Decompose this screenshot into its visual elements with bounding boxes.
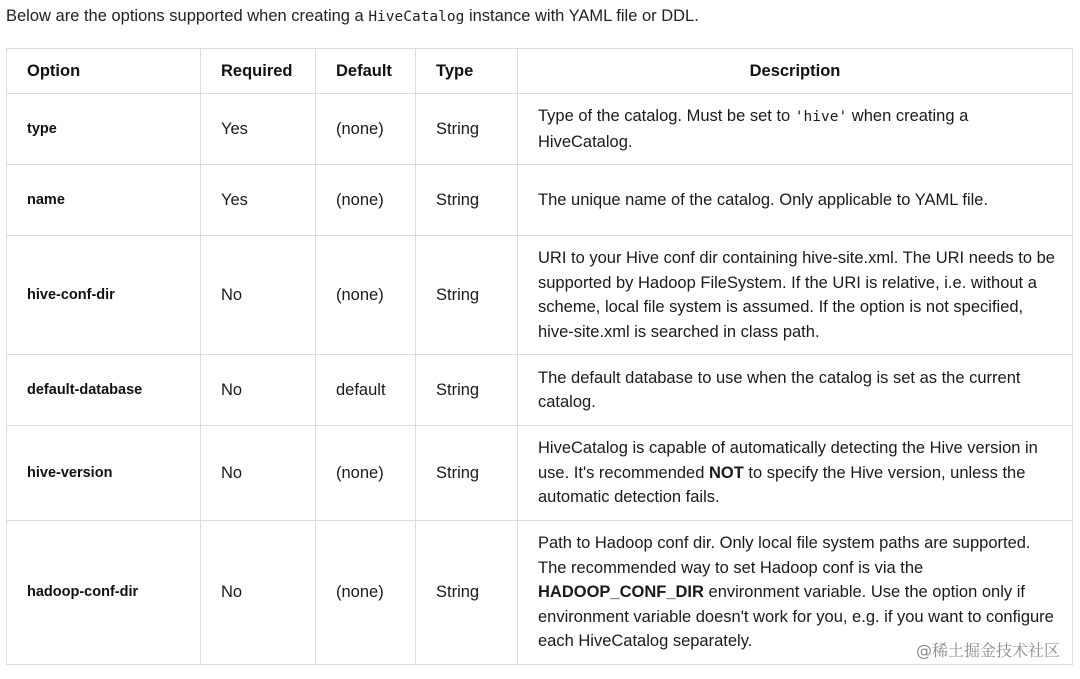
required-cell: No <box>201 355 316 426</box>
default-cell: (none) <box>316 426 416 521</box>
intro-prefix: Below are the options supported when creating a <box>6 7 369 25</box>
option-cell: hadoop-conf-dir <box>7 521 201 665</box>
intro-text <box>6 5 699 28</box>
description-cell: The unique name of the catalog. Only applicable to YAML file. <box>518 165 1073 236</box>
table-header-row <box>7 49 1073 94</box>
required-cell: No <box>201 521 316 665</box>
description-bold: NOT <box>708 463 744 482</box>
description-cell <box>518 94 1073 165</box>
header-option: Option <box>7 49 201 94</box>
description-code: 'hive' <box>794 109 848 125</box>
intro-suffix: instance with YAML file or DDL. <box>464 7 699 25</box>
description-text: when creating a HiveCatalog. <box>538 107 969 151</box>
default-cell: (none) <box>316 165 416 236</box>
table-row <box>7 521 1073 665</box>
required-cell: No <box>201 426 316 521</box>
header-required: Required <box>201 49 316 94</box>
header-type: Type <box>416 49 518 94</box>
option-cell: type <box>7 94 201 165</box>
type-cell: String <box>416 355 518 426</box>
description-text: environment variable. Use the option only if environment variable doesn't work for you, e.g. if you want to configure each HiveCatalog separately. <box>538 583 1054 651</box>
description-text: Path to Hadoop conf dir. Only local file system paths are supported. The recommended way to set Hadoop conf is via the <box>538 534 1031 577</box>
required-cell: Yes <box>201 94 316 165</box>
default-cell: (none) <box>316 94 416 165</box>
required-cell: No <box>201 236 316 355</box>
header-description: Description <box>518 49 1073 94</box>
description-cell: The default database to use when the catalog is set as the current catalog. <box>518 355 1073 426</box>
type-cell: String <box>416 426 518 521</box>
header-default: Default <box>316 49 416 94</box>
default-cell: (none) <box>316 236 416 355</box>
description-text: Type of the catalog. Must be set to <box>538 107 795 125</box>
table-row <box>7 355 1073 426</box>
description-bold: HADOOP_CONF_DIR <box>538 583 704 602</box>
description-text: HiveCatalog is capable of automatically detecting the Hive version in use. It's recommended <box>538 439 1038 482</box>
table-row <box>7 426 1073 521</box>
watermark: @稀土掘金技术社区 <box>915 641 1060 660</box>
option-cell: name <box>7 165 201 236</box>
table-row <box>7 236 1073 355</box>
type-cell: String <box>416 236 518 355</box>
table-row <box>7 165 1073 236</box>
options-table <box>6 48 1073 665</box>
option-cell: hive-version <box>7 426 201 521</box>
type-cell: String <box>416 165 518 236</box>
option-cell: default-database <box>7 355 201 426</box>
description-cell: URI to your Hive conf dir containing hive-site.xml. The URI needs to be supported by Hadoop FileSystem. If the URI is relative, i.e. without a scheme, local file system is assumed. If the option is not specified, hive-site.xml is searched in class path. <box>518 236 1073 355</box>
default-cell: default <box>316 355 416 426</box>
required-cell: Yes <box>201 165 316 236</box>
type-cell: String <box>416 521 518 665</box>
intro-code: HiveCatalog <box>368 9 465 25</box>
type-cell: String <box>416 94 518 165</box>
description-text: to specify the Hive version, unless the automatic detection fails. <box>538 463 1026 507</box>
default-cell: (none) <box>316 521 416 665</box>
option-cell: hive-conf-dir <box>7 236 201 355</box>
table-row <box>7 94 1073 165</box>
description-cell <box>518 426 1073 521</box>
